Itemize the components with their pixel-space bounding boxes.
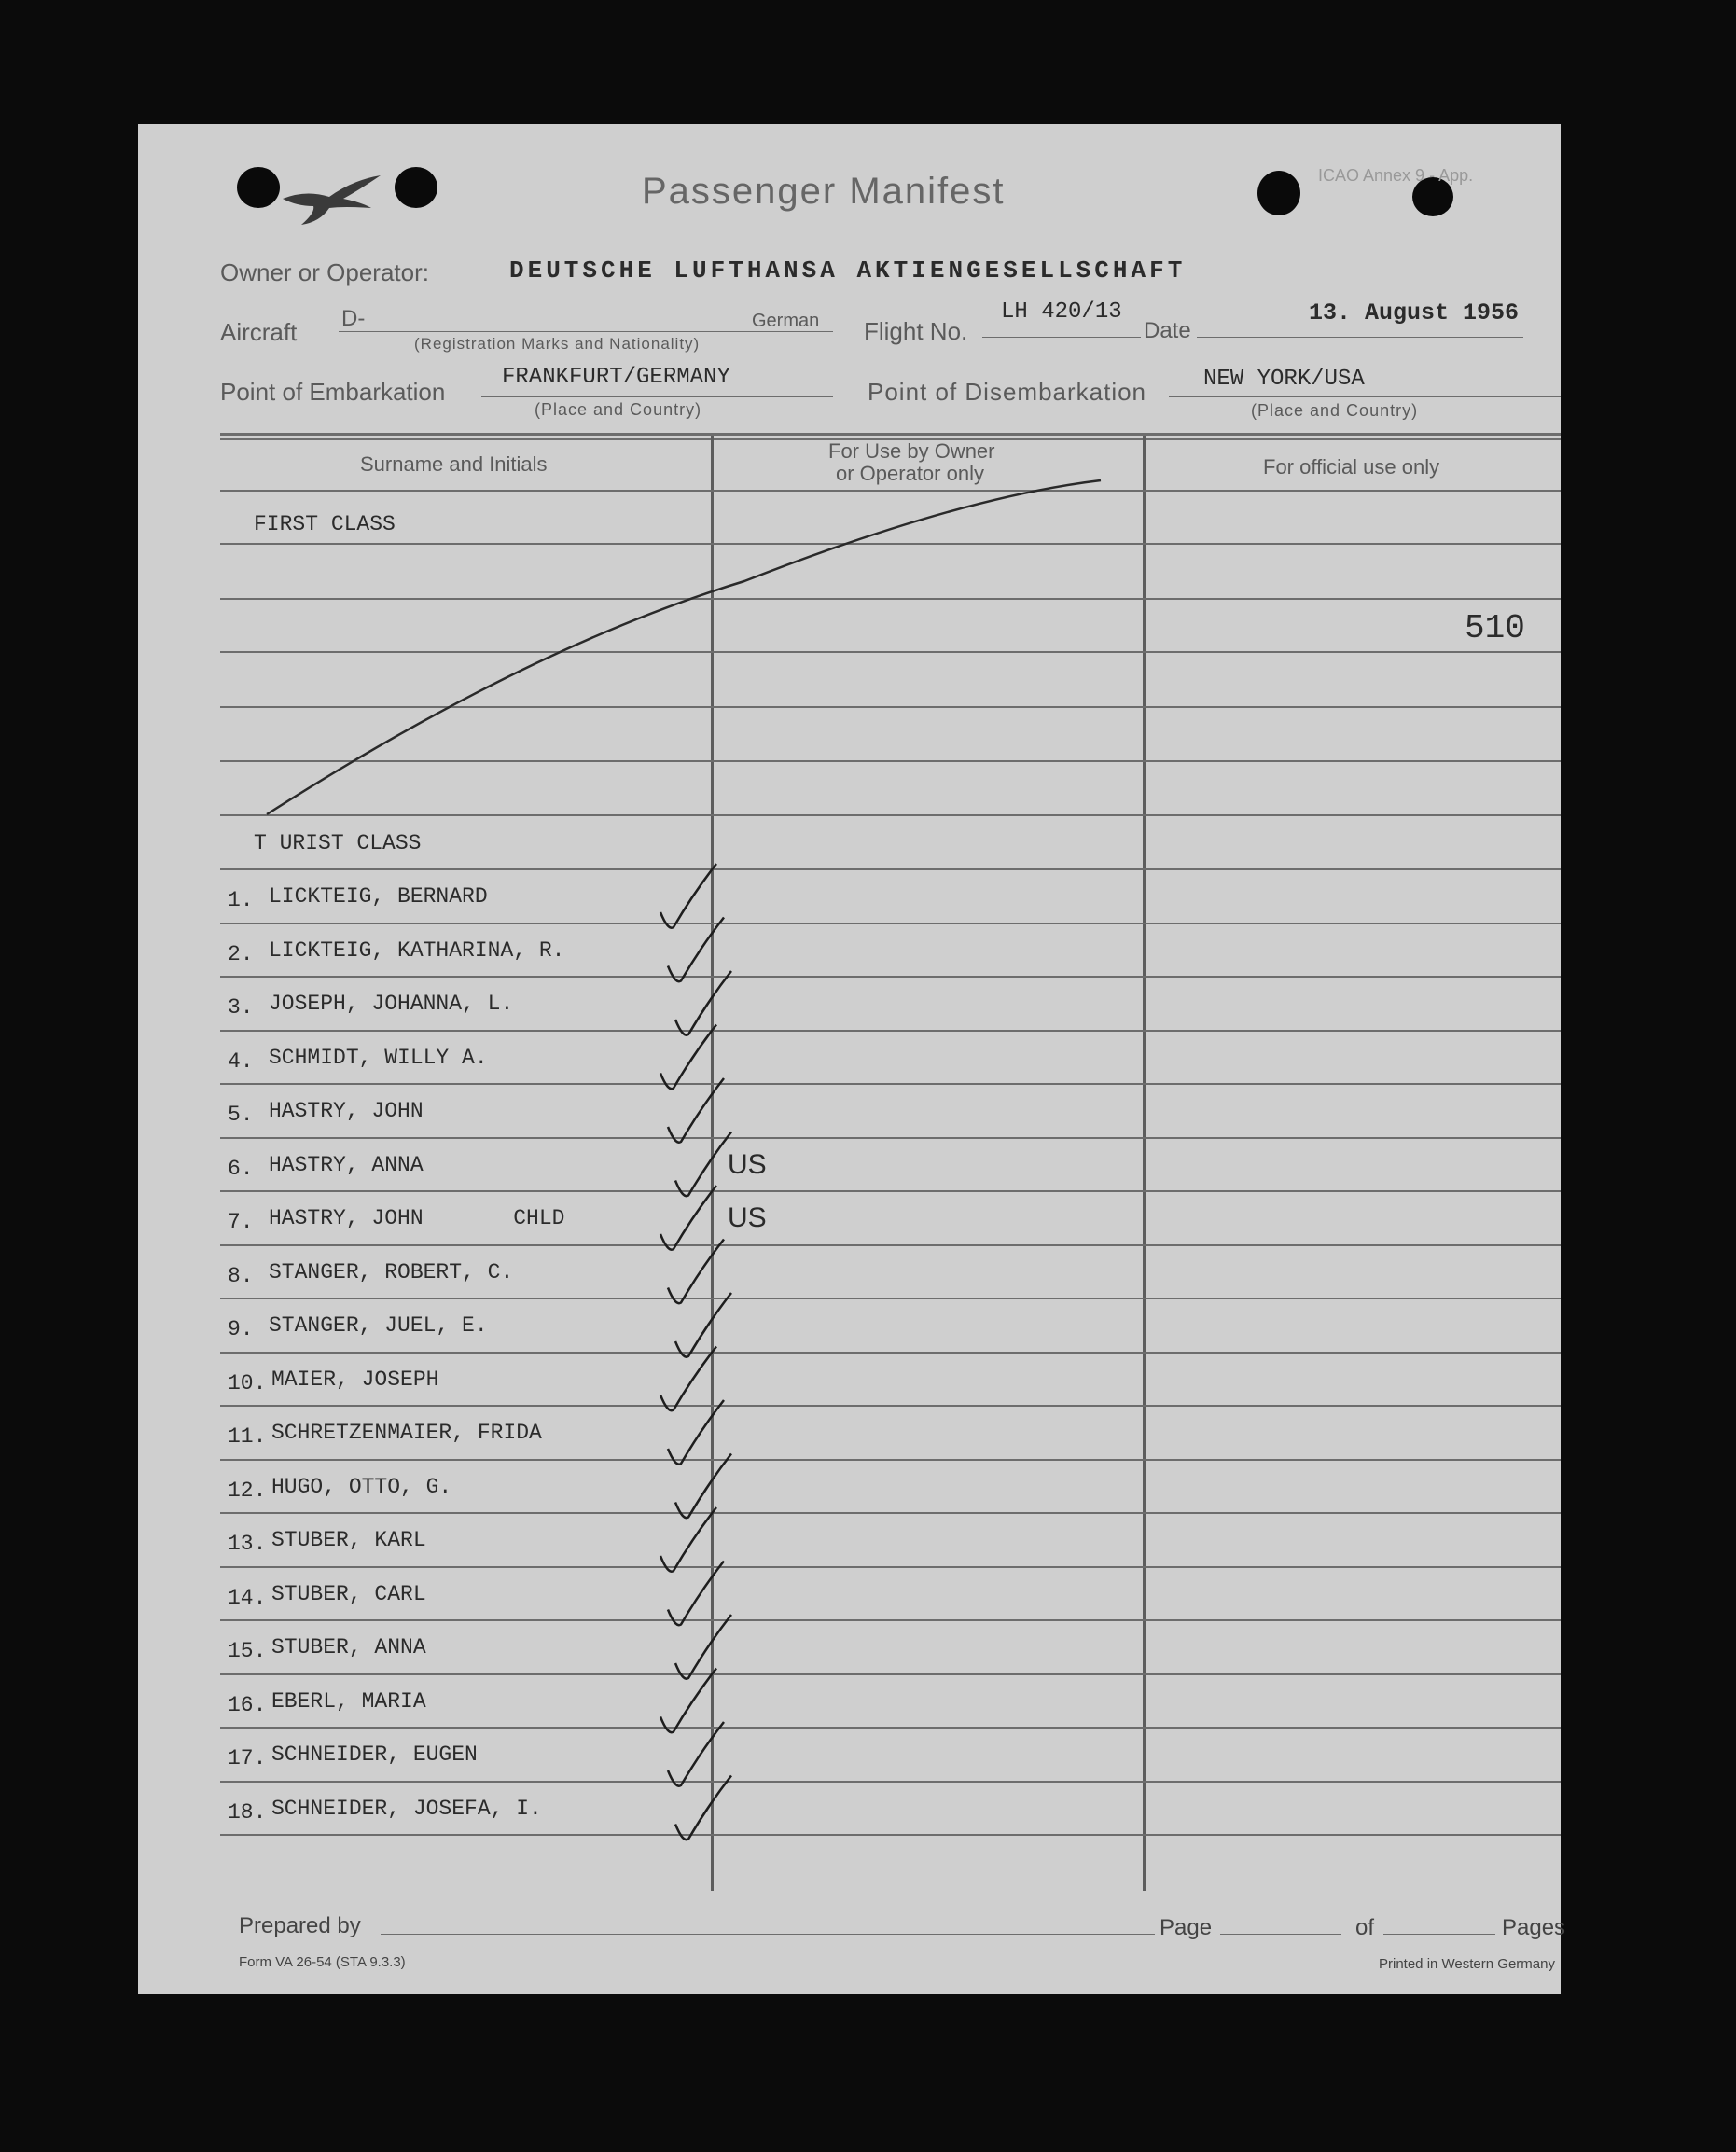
tourist-class-heading: T URIST CLASS [254,831,422,855]
check-mark [660,864,716,928]
check-mark [668,918,724,982]
passenger-name: SCHNEIDER, JOSEFA, I. [271,1796,542,1821]
check-mark [668,1078,724,1143]
page-line [1220,1934,1341,1935]
of-label: of [1355,1915,1375,1940]
passenger-number: 3. [228,995,254,1020]
check-marks [138,124,1561,1994]
check-mark [675,971,731,1035]
passenger-number: 14. [228,1585,267,1610]
passenger-number: 13. [228,1532,267,1556]
column-header-operator-2: or Operator only [836,462,984,485]
aircraft-nationality: German [752,311,820,331]
passenger-name: STUBER, ANNA [271,1635,426,1659]
passenger-number: 11. [228,1424,267,1449]
passenger-number: 9. [228,1317,254,1341]
passenger-name: STUBER, KARL [271,1528,426,1552]
column-header-surname: Surname and Initials [360,452,548,476]
date-label: Date [1144,318,1191,343]
check-mark [668,1562,724,1626]
passenger-name: SCHNEIDER, EUGEN [271,1742,478,1767]
flight-label: Flight No. [864,317,968,345]
passenger-number: 10. [228,1370,267,1395]
passenger-name: HUGO, OTTO, G. [271,1474,452,1499]
passenger-number: 1. [228,888,254,912]
passenger-name: STUBER, CARL [271,1581,426,1606]
disembarkation-label: Point of Disembarkation [868,378,1147,406]
passenger-name: STANGER, JUEL, E. [269,1313,488,1338]
form-title: Passenger Manifest [642,171,1006,212]
check-mark [668,1240,724,1304]
prepared-by-label: Prepared by [239,1913,361,1938]
check-mark [675,1454,731,1519]
check-mark [668,1722,724,1786]
official-number: 510 [1465,609,1525,647]
aircraft-value: D- [341,306,366,331]
embarkation-value: FRANKFURT/GERMANY [502,365,730,390]
passenger-name: HASTRY, JOHN CHLD [269,1206,565,1230]
check-mark [675,1776,731,1840]
embarkation-caption: (Place and Country) [535,400,702,419]
flight-value: LH 420/13 [1001,299,1122,325]
passenger-name: LICKTEIG, KATHARINA, R. [269,937,565,963]
passenger-nationality-note: US [728,1148,767,1180]
passenger-number: 5. [228,1103,254,1127]
passenger-number: 7. [228,1210,254,1234]
icao-reference: ICAO Annex 9 - App. [1318,166,1474,185]
printed-in: Printed in Western Germany [1379,1956,1555,1972]
passenger-name: SCHRETZENMAIER, FRIDA [271,1421,542,1445]
passenger-number: 17. [228,1746,267,1770]
check-mark [675,1132,731,1197]
passenger-name: MAIER, JOSEPH [271,1367,439,1392]
passenger-name: SCHMIDT, WILLY A. [269,1045,488,1070]
passenger-number: 12. [228,1478,267,1503]
check-mark [675,1615,731,1679]
passenger-number: 15. [228,1639,267,1663]
embarkation-label: Point of Embarkation [220,378,446,406]
passenger-number: 2. [228,941,254,966]
prepared-by-line [381,1934,1155,1935]
column-header-official: For official use only [1263,455,1440,479]
passenger-number: 6. [228,1156,254,1181]
passenger-nationality-note: US [728,1202,767,1233]
of-line [1383,1934,1495,1935]
passenger-number: 4. [228,1048,254,1074]
passenger-name: STANGER, ROBERT, C. [269,1259,514,1284]
date-value: 13. August 1956 [1309,299,1520,326]
aircraft-label: Aircraft [220,318,298,346]
passenger-number: 16. [228,1692,267,1717]
passenger-name: JOSEPH, JOHANNA, L. [269,992,514,1016]
passenger-name: HASTRY, JOHN [269,1099,424,1123]
owner-value: DEUTSCHE LUFTHANSA AKTIENGESELLSCHAFT [509,257,1187,285]
first-class-heading: FIRST CLASS [254,512,396,536]
passenger-number: 8. [228,1263,254,1288]
disembarkation-caption: (Place and Country) [1251,401,1419,420]
owner-label: Owner or Operator: [220,258,429,286]
disembarkation-value: NEW YORK/USA [1203,367,1365,392]
pages-label: Pages [1502,1915,1566,1940]
passenger-name: LICKTEIG, BERNARD [269,884,488,909]
check-mark [675,1293,731,1357]
page-label: Page [1160,1915,1213,1940]
column-header-operator: For Use by Owner [828,439,995,463]
check-mark [668,1400,724,1465]
manifest-sheet [138,124,1566,1994]
passenger-name: EBERL, MARIA [271,1688,426,1714]
passenger-name: HASTRY, ANNA [269,1152,424,1177]
aircraft-caption: (Registration Marks and Nationality) [414,335,701,353]
passenger-number: 18. [228,1799,267,1825]
form-number: Form VA 26-54 (STA 9.3.3) [239,1954,406,1970]
